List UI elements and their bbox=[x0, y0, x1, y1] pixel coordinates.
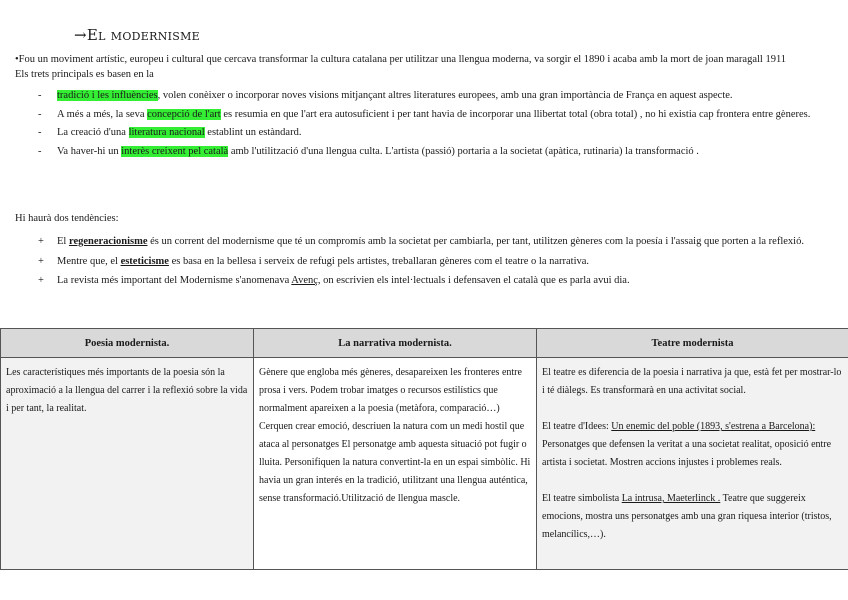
list-item: + La revista més important del Modernisme s'anomenava Avenç, on escrivien els intel·lectuals i defensaven el català que es parla avui dia. bbox=[38, 271, 843, 291]
tendencies-list bbox=[38, 232, 843, 291]
tendencies-heading: Hi haurà dos tendències: bbox=[15, 213, 119, 224]
dash-bullet: - bbox=[38, 108, 42, 120]
underlined-link[interactable]: La intrusa, Maeterlinck . bbox=[621, 493, 721, 504]
table-header-row bbox=[1, 329, 848, 358]
list-item: - La creació d'una literatura nacional establint un estàndard. bbox=[38, 124, 843, 143]
list-item: - Va haver-hi un interès creixent pel català amb l'utilització d'una llengua culta. L'artista (passió) portaria a la societat (apàtica, rutinaria) la transformació . bbox=[38, 143, 843, 162]
dash-bullet: - bbox=[38, 127, 42, 138]
highlighted-text: tradició i les influències bbox=[57, 90, 158, 101]
list-item: - tradició i les influències, volen conèixer o incorporar noves visions mitjançant altres literatures europees, amb una gran importància de França en aquest aspecte. bbox=[38, 87, 843, 106]
cell-narrativa: Gènere que engloba més gèneres, desapareixen les fronteres entre prosa i vers. Podem trobar imatges o recursos estilístics que normalment apareixen a la poesia (metàfora, comparació…) Cerquen crear emoció, descriuen la natura com un medi hostil que ataca al personatges El personatge amb aquesta situació pot fugir o lluita. Personifiquen la natura convertint-la en un espai simbòlic. Hi havia un gran interés en la tradició, utilitzant una llengua auténtica, sense transformació.Utilització de llengua mascle. bbox=[254, 358, 537, 570]
traits-list bbox=[38, 87, 843, 161]
intro-line: •Fou un moviment artístic, europeu i cultural que cercava transformar la cultura catalana per utilitzar una llengua moderna, va sorgir el 1890 i acaba amb la mort de joan maragall 1911 bbox=[15, 54, 787, 65]
plus-bullet: + bbox=[38, 255, 44, 267]
bold-term: esteticisme bbox=[120, 255, 169, 267]
header-poesia: Poesia modernista. bbox=[1, 329, 254, 358]
list-item: + El regeneracionisme és un corrent del modernisme que té un compromís amb la societat per cambiarla, per tant, utilitzen gèneres com la poesía i l'assaig que porten a la reflexió. bbox=[38, 232, 843, 252]
highlighted-text: interès creixent pel català bbox=[121, 145, 229, 157]
highlighted-text: concepció de l'art bbox=[147, 108, 221, 120]
header-teatre: Teatre modernista bbox=[537, 329, 848, 358]
table-row bbox=[1, 358, 848, 570]
genres-table bbox=[0, 328, 848, 570]
plus-bullet: + bbox=[38, 236, 44, 247]
document-title: →El modernisme bbox=[74, 26, 201, 44]
list-item: + Mentre que, el esteticisme es basa en la bellesa i serveix de refugi pels artistes, treballaran gèneres com el teatre o la narrativa. bbox=[38, 252, 843, 272]
bold-term: regeneracionisme bbox=[68, 236, 148, 247]
intro-line: Els trets principals es basen en la bbox=[15, 69, 154, 80]
underlined-link[interactable]: Un enemic del poble (1893, s'estrena a Barcelona): bbox=[611, 421, 816, 432]
underlined-link[interactable]: Avenç bbox=[291, 275, 318, 286]
list-item: - A més a més, la seva concepció de l'art es resumia en que l'art era autosuficient i per tant havia de incorporar una llibertat total (obra total) , no hi existia cap frontera entre gèneres. bbox=[38, 106, 843, 125]
header-narrativa: La narrativa modernista. bbox=[254, 329, 537, 358]
dash-bullet: - bbox=[38, 90, 42, 101]
plus-bullet: + bbox=[38, 275, 44, 286]
highlighted-text: literatura nacional bbox=[128, 127, 205, 138]
cell-teatre: El teatre es diferencia de la poesia i narrativa ja que, està fet per mostrar-lo i té diàlegs. Es transformarà en una activitat social. El teatre d'Idees: Un enemic del poble (1893, s'estrena a Barcelona): Personatges que defensen la veritat a una societat realitat, oposició entre artista i societat. Mostren accions injustes i problemes reals. El teatre simbolista La intrusa, Maeterlinck . Teatre que suggereix emocions, mostra uns personatges amb una gran riquesa interior (tristos, melancílics,…). bbox=[537, 358, 848, 570]
cell-poesia: Les característiques més importants de la poesia són la aproximació a la llengua del carrer i la reflexió sobre la vida i per tant, la realitat. bbox=[1, 358, 254, 570]
dash-bullet: - bbox=[38, 145, 42, 157]
intro-paragraph bbox=[15, 52, 840, 82]
